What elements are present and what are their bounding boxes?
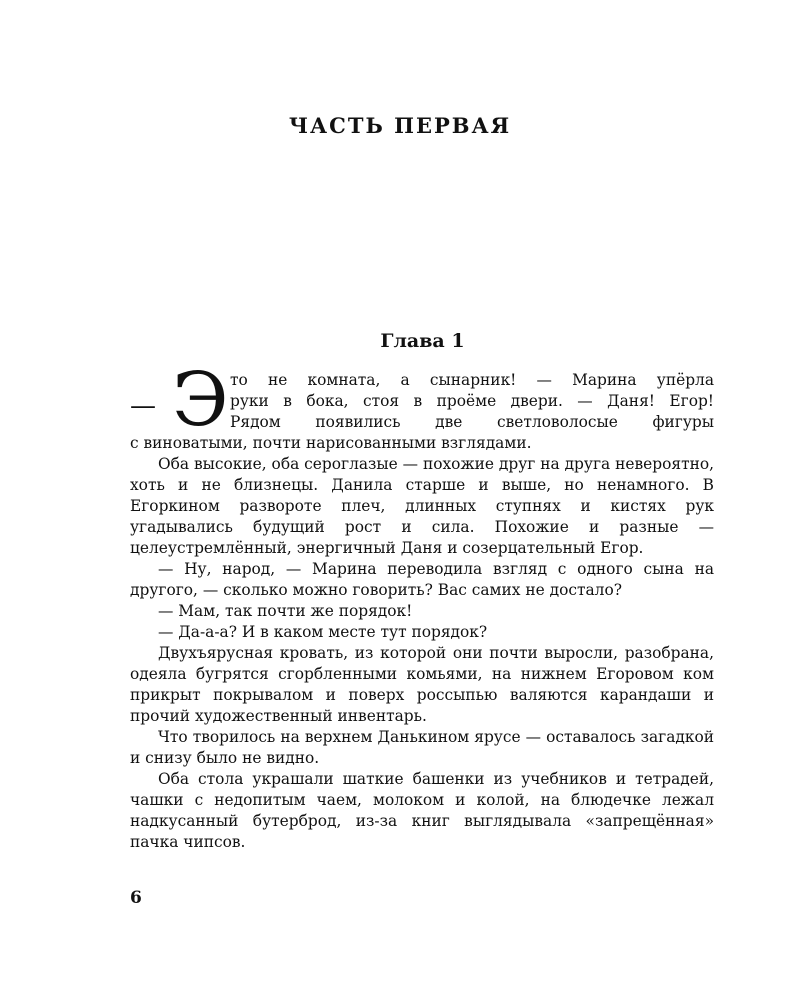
page-number: 6 [130, 888, 142, 908]
dialogue-line: — Ну, народ, — Марина переводила взгляд с одного сына на другого, — сколько можно говорить? Вас самих не достало? [130, 560, 714, 599]
chapter-title: Глава 1 [380, 330, 465, 352]
dialogue-line: — Да-а-а? И в каком месте тут порядок? [158, 623, 488, 641]
chapter-text [130, 357, 714, 853]
paragraph: Оба высокие, оба сероглазые — похожие друг на друга невероятно, хоть и не близнецы. Данила старше и выше, но ненамного. В Егоркином развороте плеч, длинных ступнях и кистях рук угадывались будущий рост и сила. Похожие и разные — целеустремлённый, энергичный Даня и созерцательный Егор. [130, 455, 714, 557]
paragraph: Оба стола украшали шаткие башенки из учебников и тетрадей, чашки с недопитым чаем, молоком и колой, на блюдечке лежал надкусанный бутерброд, из-за книг выглядывала «запрещённая» пачка чипсов. [130, 770, 714, 851]
first-paragraph-line: руки в бока, стоя в проёме двери. — Даня! Егор! [230, 392, 714, 410]
leading-dash: — [130, 391, 156, 421]
paragraph: Что творилось на верхнем Данькином ярусе — оставалось загадкой и снизу было не видно. [130, 728, 714, 767]
first-paragraph-line: Рядом появились две светловолосые фигуры [230, 413, 714, 431]
first-paragraph-line: то не комната, а сынарник! — Марина упёрла [230, 371, 714, 389]
dialogue-line: — Мам, так почти же порядок! [158, 602, 413, 620]
paragraph: Двухъярусная кровать, из которой они почти выросли, разобрана, одеяла бугрятся сгорбленными комьями, на нижнем Егоровом ком прикрыт покрывалом и поверх россыпью валяются карандаши и прочий художественный инвентарь. [130, 644, 714, 725]
part-title: ЧАСТЬ ПЕРВАЯ [288, 113, 512, 138]
first-paragraph [130, 357, 714, 454]
first-paragraph-line: с виноватыми, почти нарисованными взглядами. [130, 434, 532, 452]
drop-cap-letter: Э [172, 357, 229, 443]
